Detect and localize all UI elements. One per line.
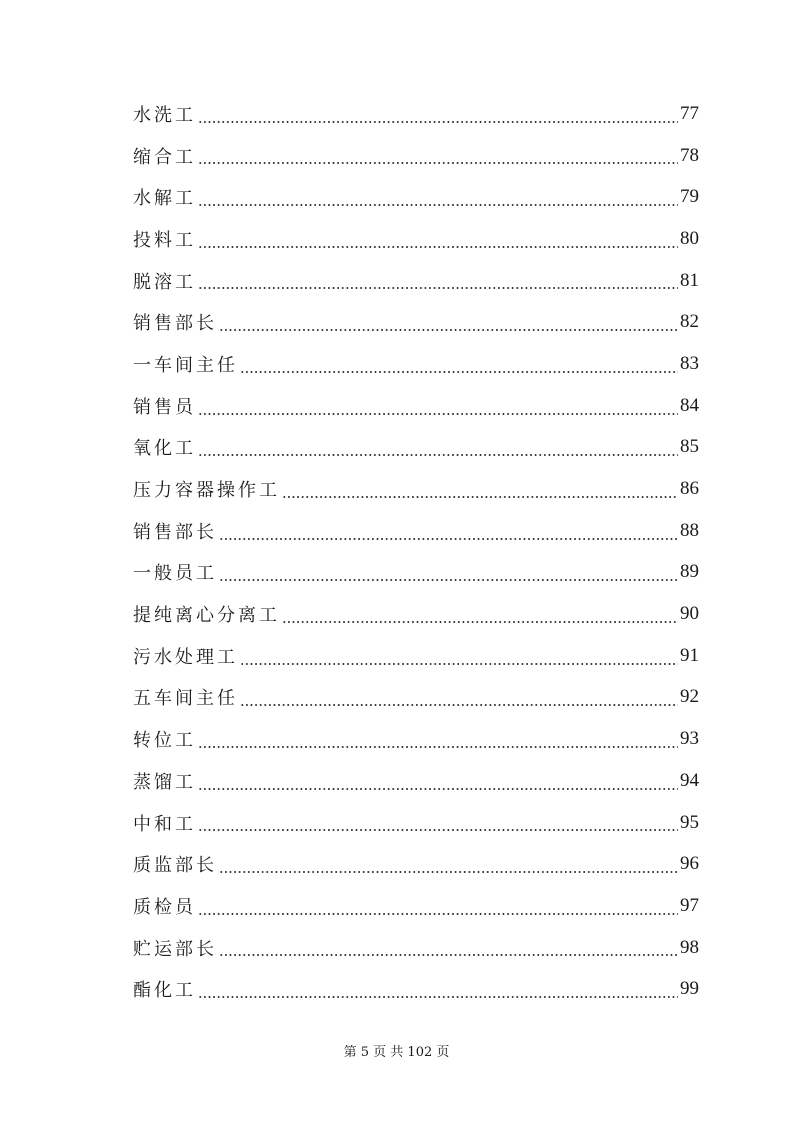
toc-entry[interactable] bbox=[133, 802, 699, 844]
toc-entry-page-number: 85 bbox=[680, 436, 699, 458]
dot-leader bbox=[198, 246, 678, 248]
toc-entry-page-number: 98 bbox=[680, 936, 699, 958]
toc-entry-page-number: 97 bbox=[680, 894, 699, 916]
toc-entry[interactable] bbox=[133, 677, 699, 719]
toc-entry-title: 转位工 bbox=[133, 730, 196, 752]
toc-entry-page-number: 90 bbox=[680, 603, 699, 625]
toc-entry-page-number: 88 bbox=[680, 519, 699, 541]
dot-leader bbox=[219, 538, 678, 540]
toc-entry-title: 氧化工 bbox=[133, 438, 196, 460]
toc-entry[interactable] bbox=[133, 927, 699, 969]
toc-entry[interactable] bbox=[133, 176, 699, 218]
toc-entry[interactable] bbox=[133, 593, 699, 635]
toc-entry-page-number: 95 bbox=[680, 811, 699, 833]
dot-leader bbox=[240, 704, 678, 706]
toc-entry-page-number: 78 bbox=[680, 144, 699, 166]
dot-leader bbox=[198, 413, 678, 415]
toc-entry-page-number: 89 bbox=[680, 561, 699, 583]
dot-leader bbox=[198, 746, 678, 748]
toc-entry-page-number: 91 bbox=[680, 644, 699, 666]
toc-entry-title: 脱溶工 bbox=[133, 271, 196, 293]
toc-entry-title: 销售部长 bbox=[133, 521, 217, 543]
toc-entry-title: 贮运部长 bbox=[133, 938, 217, 960]
toc-entry-title: 压力容器操作工 bbox=[133, 480, 280, 502]
toc-entry[interactable] bbox=[133, 760, 699, 802]
dot-leader bbox=[282, 621, 678, 623]
toc-entry[interactable] bbox=[133, 93, 699, 135]
toc-entry-title: 一车间主任 bbox=[133, 354, 238, 376]
toc-entry-title: 水解工 bbox=[133, 188, 196, 210]
toc-entry[interactable] bbox=[133, 468, 699, 510]
dot-leader bbox=[219, 329, 678, 331]
toc-entry-page-number: 93 bbox=[680, 728, 699, 750]
toc-entry[interactable] bbox=[133, 385, 699, 427]
toc-entry-title: 销售员 bbox=[133, 396, 196, 418]
toc-entry-page-number: 77 bbox=[680, 102, 699, 124]
toc-entry-title: 质监部长 bbox=[133, 855, 217, 877]
toc-entry[interactable] bbox=[133, 218, 699, 260]
dot-leader bbox=[240, 371, 678, 373]
toc-entry-title: 蒸馏工 bbox=[133, 771, 196, 793]
toc-entry-page-number: 92 bbox=[680, 686, 699, 708]
toc-entry[interactable] bbox=[133, 552, 699, 594]
toc-entry-title: 酯化工 bbox=[133, 980, 196, 1002]
toc-entry[interactable] bbox=[133, 301, 699, 343]
toc-entry-title: 质检员 bbox=[133, 896, 196, 918]
toc-entry-title: 销售部长 bbox=[133, 313, 217, 335]
toc-entry[interactable] bbox=[133, 260, 699, 302]
table-of-contents bbox=[133, 93, 699, 1010]
dot-leader bbox=[219, 579, 678, 581]
dot-leader bbox=[198, 913, 678, 915]
dot-leader bbox=[240, 663, 678, 665]
toc-entry-page-number: 86 bbox=[680, 478, 699, 500]
toc-entry-title: 缩合工 bbox=[133, 146, 196, 168]
dot-leader bbox=[198, 162, 678, 164]
toc-entry-page-number: 84 bbox=[680, 394, 699, 416]
dot-leader bbox=[219, 871, 678, 873]
toc-entry-page-number: 79 bbox=[680, 186, 699, 208]
toc-entry[interactable] bbox=[133, 968, 699, 1010]
toc-entry-title: 一般员工 bbox=[133, 563, 217, 585]
toc-entry-page-number: 80 bbox=[680, 227, 699, 249]
toc-entry[interactable] bbox=[133, 427, 699, 469]
toc-entry-page-number: 83 bbox=[680, 352, 699, 374]
dot-leader bbox=[198, 287, 678, 289]
toc-entry-page-number: 81 bbox=[680, 269, 699, 291]
toc-entry[interactable] bbox=[133, 843, 699, 885]
toc-entry[interactable] bbox=[133, 135, 699, 177]
dot-leader bbox=[198, 788, 678, 790]
toc-entry[interactable] bbox=[133, 343, 699, 385]
dot-leader bbox=[219, 954, 678, 956]
toc-entry[interactable] bbox=[133, 510, 699, 552]
dot-leader bbox=[198, 204, 678, 206]
toc-entry[interactable] bbox=[133, 635, 699, 677]
toc-entry-page-number: 94 bbox=[680, 769, 699, 791]
toc-entry-title: 水洗工 bbox=[133, 104, 196, 126]
page-footer: 第 5 页 共 102 页 bbox=[343, 1045, 450, 1060]
toc-entry[interactable] bbox=[133, 718, 699, 760]
toc-entry[interactable] bbox=[133, 885, 699, 927]
toc-entry-title: 提纯离心分离工 bbox=[133, 605, 280, 627]
toc-entry-page-number: 96 bbox=[680, 853, 699, 875]
toc-entry-title: 投料工 bbox=[133, 229, 196, 251]
dot-leader bbox=[198, 454, 678, 456]
dot-leader bbox=[198, 829, 678, 831]
toc-entry-title: 污水处理工 bbox=[133, 646, 238, 668]
dot-leader bbox=[282, 496, 678, 498]
dot-leader bbox=[198, 996, 678, 998]
toc-entry-title: 中和工 bbox=[133, 813, 196, 835]
toc-entry-title: 五车间主任 bbox=[133, 688, 238, 710]
dot-leader bbox=[198, 121, 678, 123]
toc-entry-page-number: 82 bbox=[680, 311, 699, 333]
toc-entry-page-number: 99 bbox=[680, 978, 699, 1000]
